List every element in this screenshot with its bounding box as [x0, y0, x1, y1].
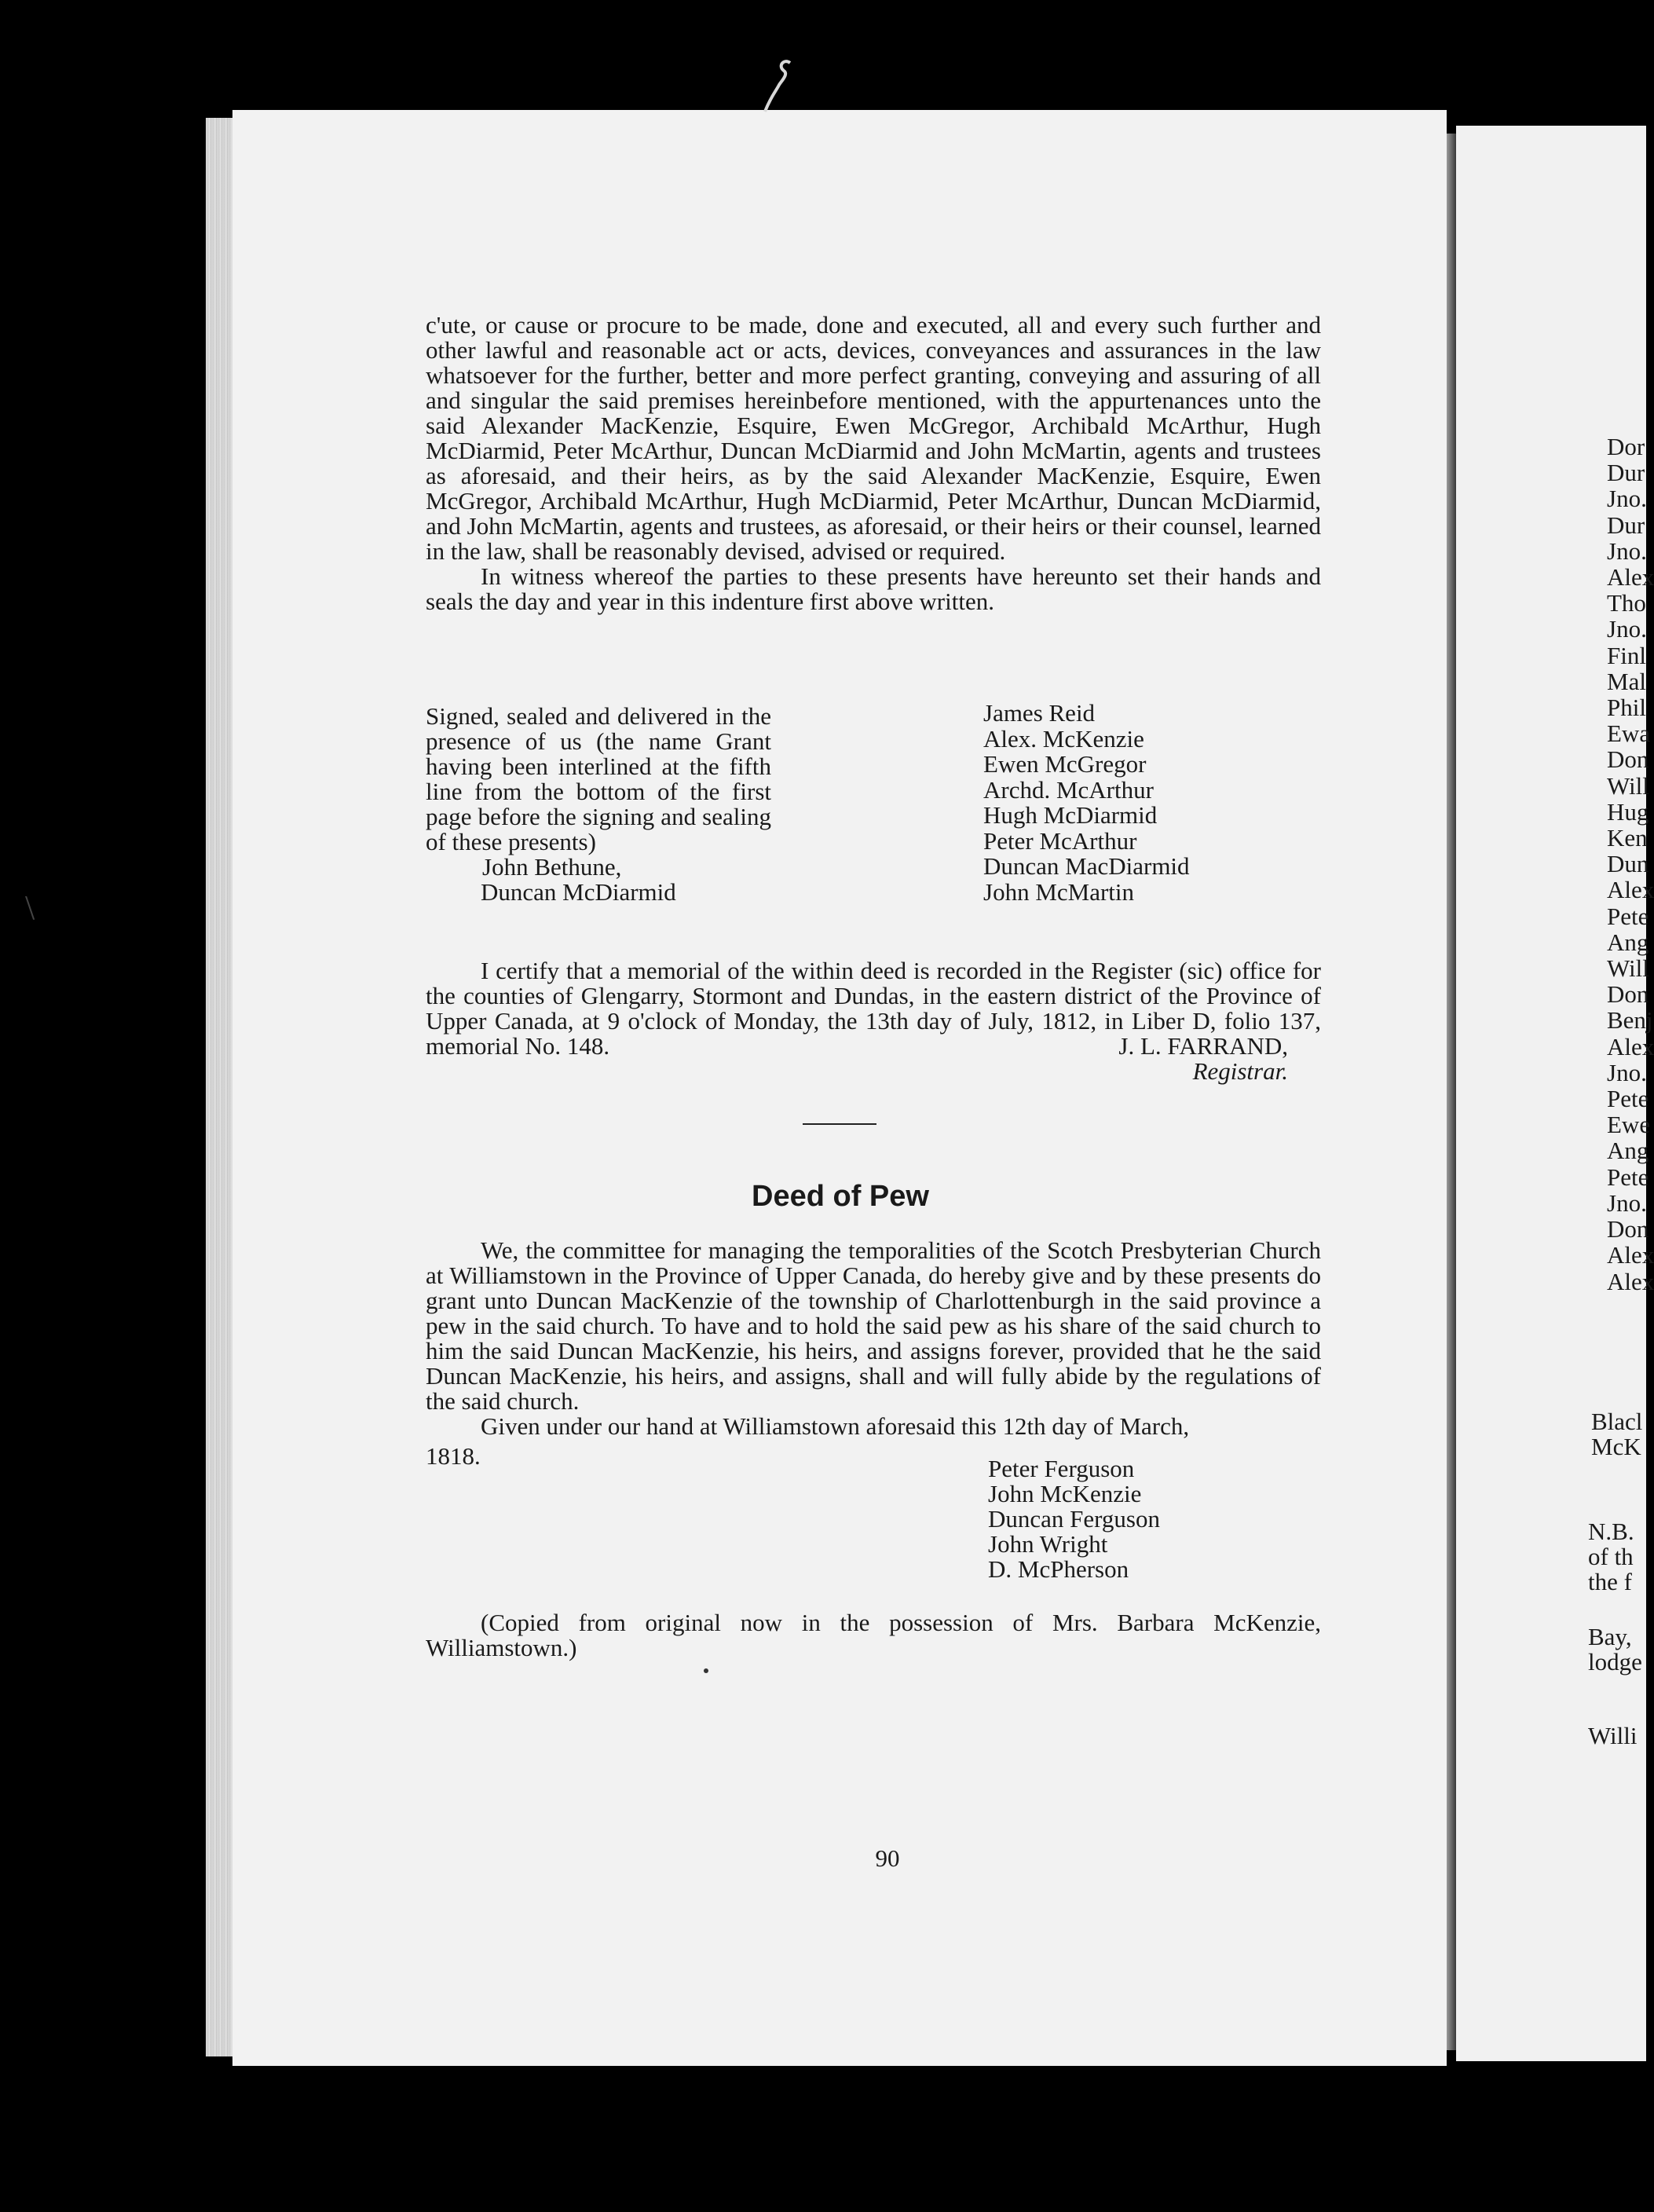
list-item: Alex — [1607, 563, 1654, 591]
list-item: Ang — [1607, 1137, 1649, 1165]
list-item: Hug — [1607, 797, 1649, 826]
list-item: Alex — [1607, 1032, 1654, 1060]
section-heading: Deed of Pew — [752, 1180, 929, 1213]
paper-clip-mark — [760, 57, 807, 127]
witness-name: John Bethune, — [482, 853, 622, 881]
signatories-list — [983, 701, 1190, 905]
signatory: Peter McArthur — [983, 826, 1137, 855]
text-line: McK — [1591, 1433, 1641, 1460]
list-item: Don — [1607, 980, 1649, 1009]
list-item: Jno. — [1607, 615, 1647, 643]
signatory: Archd. McArthur — [983, 775, 1154, 804]
list-item: Ang — [1607, 928, 1649, 956]
list-item: Pete — [1607, 1163, 1649, 1191]
text-line: Bay, — [1588, 1623, 1632, 1650]
paragraph: We, the committee for managing the temporalities of the Scotch Presbyterian Church at Williamstown in the Province of Upper Canada, do hereby give and by these presents do grant unto Duncan MacKenzie of the township of Charlottenburgh in the said province a pew in the said church. To have and to hold the said pew as his share of the said church to him the said Duncan MacKenzie, his heirs, and assigns forever, provided that he the said Duncan MacKenzie, his heirs, and assigns, shall and will fully abide by the regulations of the said church. — [426, 1236, 1321, 1415]
list-item: Will — [1607, 771, 1649, 800]
deed-of-pew-text — [426, 1238, 1321, 1439]
list-item: Dun — [1607, 850, 1649, 878]
list-item: Alex — [1607, 1241, 1654, 1269]
list-item: Alex — [1607, 1267, 1654, 1295]
list-item: Ewa — [1607, 720, 1651, 748]
book-gutter — [1447, 134, 1456, 2050]
list-item: Ken — [1607, 824, 1648, 852]
list-item: Tho — [1607, 589, 1646, 617]
registrar-signature — [1021, 1034, 1288, 1084]
list-item: Jno. — [1607, 485, 1647, 513]
paragraph: c'ute, or cause or procure to be made, done and executed, all and every such further and other lawful and reasonable act or acts, devices, conveyances and assurances in the law whatsoever for the further, better and more perfect granting, conveying and assuring of all and singular the said premises hereinbefore mentioned, with the appurtenances unto the said Alexander MacKenzie, Esquire, Ewen McGregor, Archibald McArthur, Hugh McDiarmid, Peter McArthur, Duncan McDiarmid and John McMartin, agents and trustees as aforesaid, and their heirs, as by the said Alexander MacKenzie, Esquire, Ewen McGregor, Archibald McArthur, Hugh McDiarmid, Peter McArthur, Duncan McDiarmid, and John McMartin, agents and trustees, as aforesaid, or their heirs or their counsel, learned in the law, shall be reasonably devised, advised or required. — [426, 311, 1321, 565]
committee-signers — [988, 1456, 1160, 1582]
list-item: Pete — [1607, 1085, 1649, 1113]
registrar-name: J. L. FARRAND, — [1118, 1032, 1288, 1060]
signer: Duncan Ferguson — [988, 1505, 1160, 1533]
signed-statement: Signed, sealed and delivered in the presence of us (the name Grant having been interlined at the fifth line from the bottom of the first page before the signing and sealing of these presents) — [426, 702, 771, 855]
right-page-block — [1591, 1409, 1642, 1459]
list-item: Dur — [1607, 459, 1645, 487]
right-page-name-list — [1607, 434, 1654, 1295]
list-item: Dor — [1607, 433, 1645, 460]
list-item: Benj — [1607, 1006, 1653, 1035]
page-edges — [206, 118, 232, 2056]
signatory: Ewen McGregor — [983, 750, 1147, 778]
list-item: Jno. — [1607, 1058, 1647, 1086]
witness-name: Duncan McDiarmid — [481, 878, 676, 906]
signatory: Hugh McDiarmid — [983, 801, 1158, 829]
signer: Peter Ferguson — [988, 1455, 1135, 1482]
page-number: 90 — [875, 1844, 900, 1872]
signer: John Wright — [988, 1530, 1108, 1558]
paragraph: Given under our hand at Williamstown aforesaid this 12th day of March, — [481, 1412, 1190, 1440]
list-item: Ewe — [1607, 1111, 1651, 1139]
list-item: Jno. — [1607, 1188, 1647, 1217]
right-page-block — [1588, 1519, 1634, 1595]
copied-note — [426, 1610, 1321, 1661]
ink-speck — [704, 1668, 708, 1673]
signatory: Alex. McKenzie — [983, 724, 1144, 753]
list-item: Alex — [1607, 876, 1654, 904]
indenture-text — [426, 313, 1321, 614]
right-page-block — [1588, 1723, 1637, 1749]
signer: John McKenzie — [988, 1480, 1142, 1507]
signer: D. McPherson — [988, 1555, 1129, 1583]
registrar-title: Registrar. — [1192, 1057, 1288, 1085]
paragraph: I certify that a memorial of the within deed is recorded in the Register (sic) office for the counties of Glengarry, Stormont and Dundas, in the eastern district of the Province of Upper Canada, at 9 o'clock of Monday, the 13th day of July, 1812, in Liber D, folio 137, memorial No. 148. — [426, 957, 1321, 1060]
paragraph: In witness whereof the parties to these presents have hereunto set their hands and seals the day and year in this indenture first above written. — [426, 562, 1321, 615]
text-line: Willi — [1588, 1722, 1638, 1749]
list-item: Will — [1607, 954, 1649, 983]
text-line: the f — [1588, 1568, 1632, 1595]
list-item: Finl — [1607, 641, 1646, 669]
list-item: Jno. — [1607, 537, 1647, 565]
list-item: Don — [1607, 1215, 1649, 1243]
deed-year: 1818. — [426, 1442, 481, 1470]
text-line: of th — [1588, 1543, 1634, 1570]
list-item: Pete — [1607, 902, 1649, 930]
right-page-block — [1588, 1624, 1642, 1675]
text-line: N.B. — [1588, 1518, 1634, 1545]
signed-sealed-block — [426, 704, 771, 905]
signatory: James Reid — [983, 699, 1096, 727]
list-item: Phil — [1607, 694, 1646, 722]
section-divider — [803, 1123, 876, 1125]
paragraph: (Copied from original now in the possession of Mrs. Barbara McKenzie, Williamstown.) — [426, 1609, 1321, 1661]
right-page — [1456, 126, 1654, 2061]
signatory: John McMartin — [983, 877, 1135, 906]
margin-mark: \ — [25, 888, 35, 927]
signatory: Duncan MacDiarmid — [983, 852, 1190, 880]
list-item: Don — [1607, 745, 1649, 774]
list-item: Mal — [1607, 667, 1646, 695]
text-line: lodge — [1588, 1648, 1642, 1675]
list-item: Dur — [1607, 511, 1645, 539]
text-line: Blacl — [1591, 1408, 1643, 1435]
